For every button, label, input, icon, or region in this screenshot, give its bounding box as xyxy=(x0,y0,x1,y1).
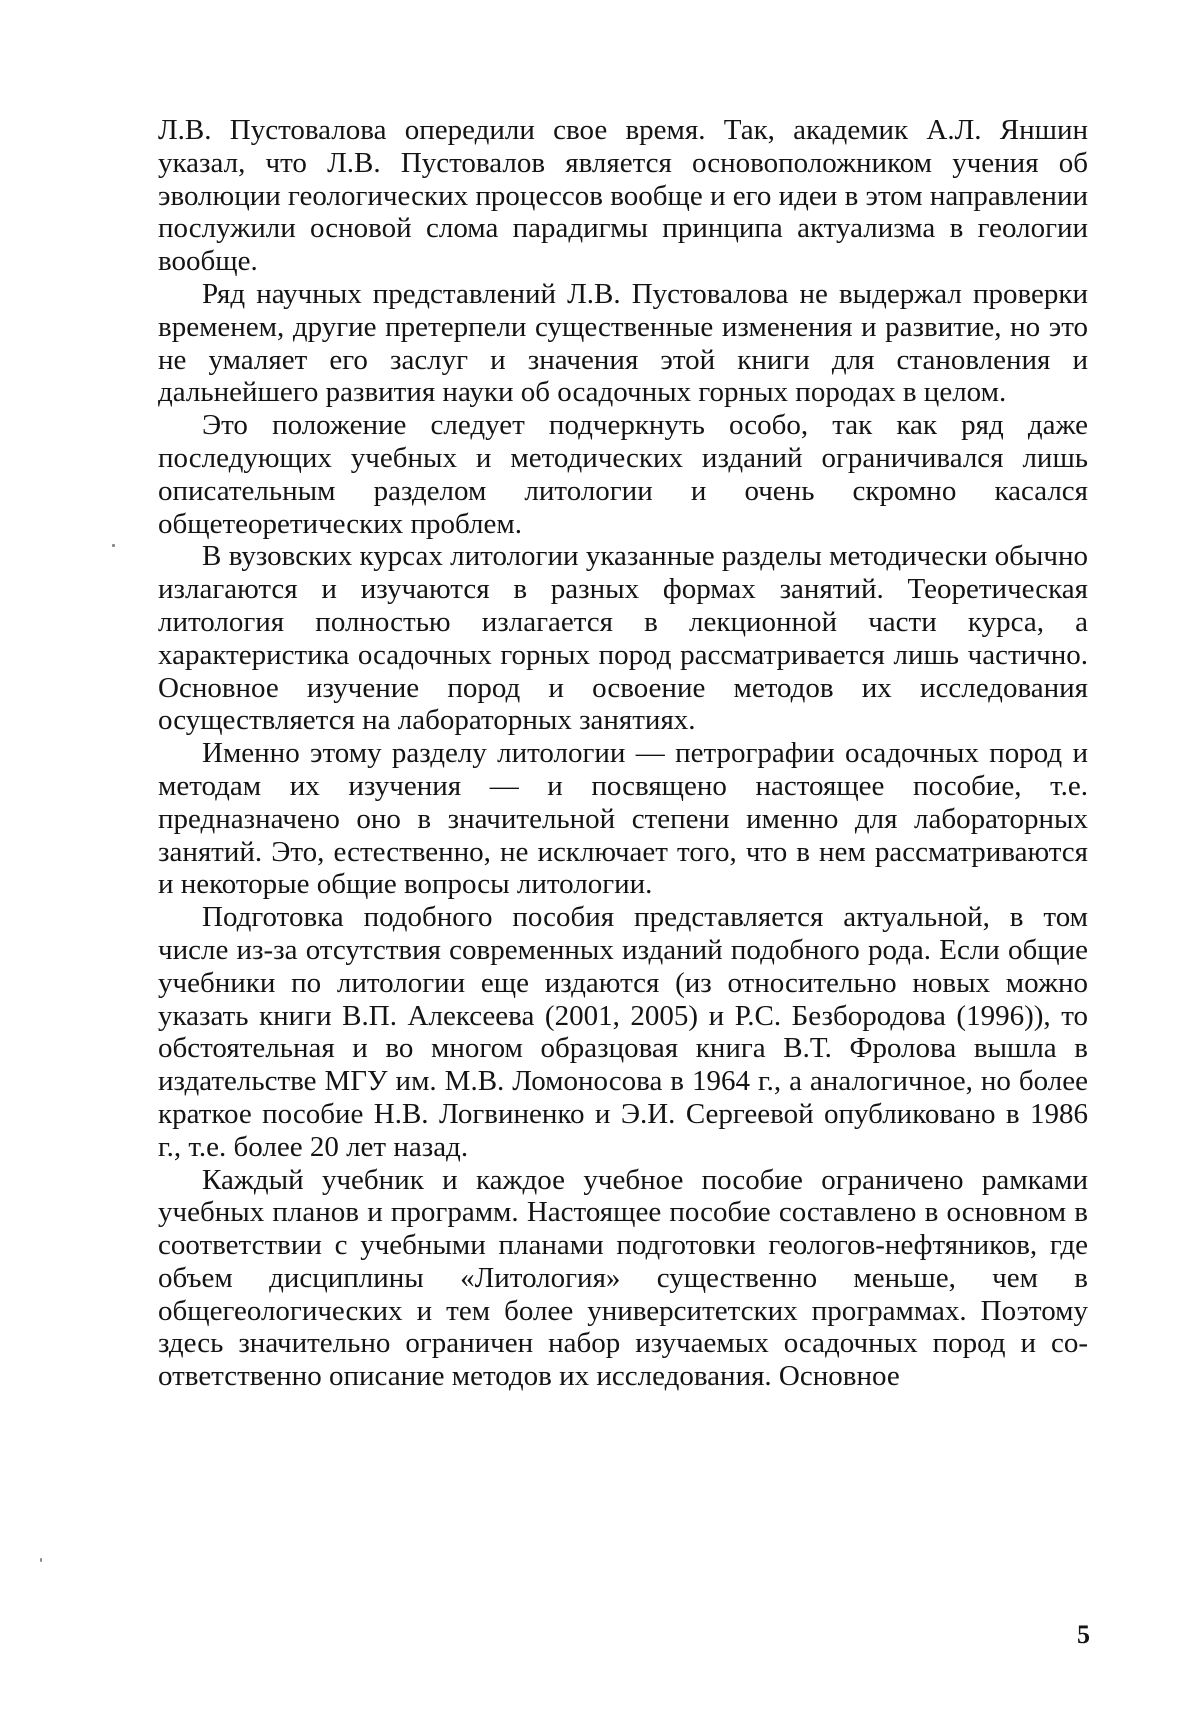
scan-speck xyxy=(40,1558,42,1562)
paragraph-3: Это положение следует подчеркнуть особо, так как ряд даже последующих учебных и методических изданий ограни­чивался лишь описательным разделом литологии и очень скромно касался общетеоретических проблем. xyxy=(158,409,1088,540)
book-page xyxy=(0,0,1200,1711)
paragraph-4: В вузовских курсах литологии указанные разделы мето­дически обычно излагаются и изучаются в разных формах занятий. Теоретическая литология полностью излагается в лекционной части курса, а характеристика осадочных горных пород рассматривается лишь частично. Основное изучение пород и освоение методов их исследования осуществляется на лабораторных занятиях. xyxy=(158,540,1088,737)
scan-speck xyxy=(112,544,115,547)
paragraph-1: Л.В. Пустовалова опередили свое время. Так, академик А.Л. Яншин указал, что Л.В. Пустовалов является осново­положником учения об эволюции геологических процессов во­обще и его идеи в этом направлении послужили основой слома парадигмы принципа актуализма в геологии вообще. xyxy=(158,114,1088,278)
page-number: 5 xyxy=(1060,1620,1090,1650)
paragraph-2: Ряд научных представлений Л.В. Пустовалова не выдержал проверки временем, другие претерпели существенные изме­нения и развитие, но это не умаляет его заслуг и значения этой книги для становления и дальнейшего развития науки об осадочных горных породах в целом. xyxy=(158,278,1088,409)
paragraph-6: Подготовка подобного пособия представляется актуальной, в том числе из-за отсутствия современных изданий подобного рода. Если общие учебники по литологии еще издаются (из относительно новых можно указать книги В.П. Алексеева (2001, 2005) и Р.С. Безбородова (1996)), то обстоятельная и во многом образцовая книга В.Т. Фролова вышла в издательстве МГУ им. М.В. Ломоносова в 1964 г., а аналогичное, но более краткое пособие Н.В. Логвиненко и Э.И. Сергеевой опубли­ковано в 1986 г., т.е. более 20 лет назад. xyxy=(158,901,1088,1163)
paragraph-5: Именно этому разделу литологии — петрографии осадоч­ных пород и методам их изучения — и посвящено настоящее пособие, т.е. предназначено оно в значительной степени именно для лабораторных занятий. Это, естественно, не ис­ключает того, что в нем рассматриваются и некоторые общие вопросы литологии. xyxy=(158,737,1088,901)
page-body-text xyxy=(158,114,1088,1393)
paragraph-7: Каждый учебник и каждое учебное пособие ограничено рамками учебных планов и программ. Настоящее пособие составлено в основном в соответствии с учебными планами подготовки геологов-нефтяников, где объем дисциплины «Ли­тология» существенно меньше, чем в общегеологических и тем более университетских программах. Поэтому здесь зна­чительно ограничен набор изучаемых осадочных пород и со­ответственно описание методов их исследования. Основное xyxy=(158,1164,1088,1394)
